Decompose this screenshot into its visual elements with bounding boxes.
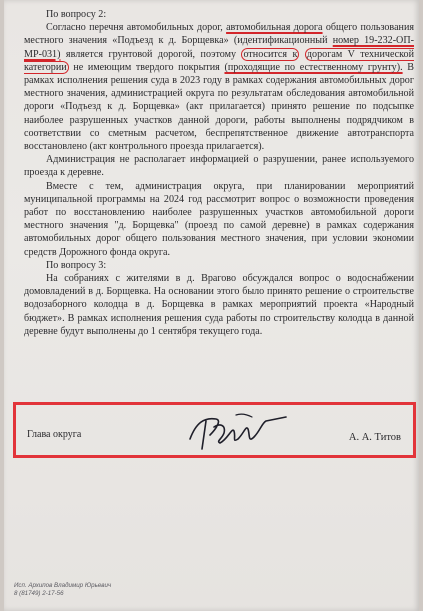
paragraph-admin: Администрация не располагает информацией о разрушении, ранее используемого проезда к деревне. [24,154,414,179]
paragraph-program: Вместе с тем, администрация округа, при планировании мероприятий муниципальной программы на 2024 год рассмотрит вопрос о возможности проведения работ по восстановлению наиболее разрушенных участков автомобильной дороги местного значения "д. Борщевка" (проезд по самой деревне) в рамках содержания автомобильных дорог общего пользования местного значения, при условии экономии средств Дорожного фонда округа. [24,180,414,258]
roads-text-1: Согласно перечня автомобильных дорог, [46,22,227,34]
heading-question-3: По вопросу 3: [46,259,107,271]
highlight-category-start: относится к [243,48,298,60]
roads-text-2: общего пользования местного значения «Подъезд к д. Борщевка» (идентификационный [24,22,414,47]
highlight-category-end: дорогам V технической категории [24,48,414,73]
roads-text-3: является грунтовой дорогой, поэтому [60,48,242,60]
signature-frame [13,402,416,458]
executor-phone: 8 (81749) 2-17-56 [14,590,64,597]
roads-text-5: не имеющим твердого покрытия [68,61,225,73]
roads-text-6: В рамках исполнения решения суда в 2023 году в рамках содержания автомобильных дорог местного значения, администрацией округа по результатам обследования автомобильной дороги «Подъезд к д. Борщевка» (акт прилагается) принято решение по подсыпке наиболее разрушенных участков данной дороги, работы выполнены подрядчиком в соответствии со сметным расчетом, беспрепятственное движение автотранспорта восстановлено (акт контрольного проезда прилагается). [24,61,415,153]
highlight-ground: (проходящие по естественному грунту). [224,61,403,73]
paragraph-water: На собраниях с жителями в д. Врагово обсуждался вопрос о водоснабжении домовладений в д. Борщевка. На основании этого было принято решение о строительстве водозаборного колодца в д. Борщевка в рамках мероприятий проекта «Народный бюджет». В рамках исполнения решения суда работы по строительству колодца в данной деревне будут выполнены до 1 сентября текущего года. [24,273,414,337]
handwritten-signature [176,409,296,453]
heading-question-2: По вопросу 2: [46,9,107,20]
highlight-road: автомобильная дорога [226,22,323,34]
highlight-road-number: номер 19-232-ОП-МР-031) [24,35,415,60]
executor-info [14,582,111,598]
letter-body [24,8,414,338]
executor-name: Исп. Архипов Владимир Юрьевич [14,582,112,589]
signer-position: Глава округа [27,429,82,440]
paragraph-roads [24,21,414,153]
signer-name: А. А. Титов [348,432,401,443]
document-page [4,0,419,611]
